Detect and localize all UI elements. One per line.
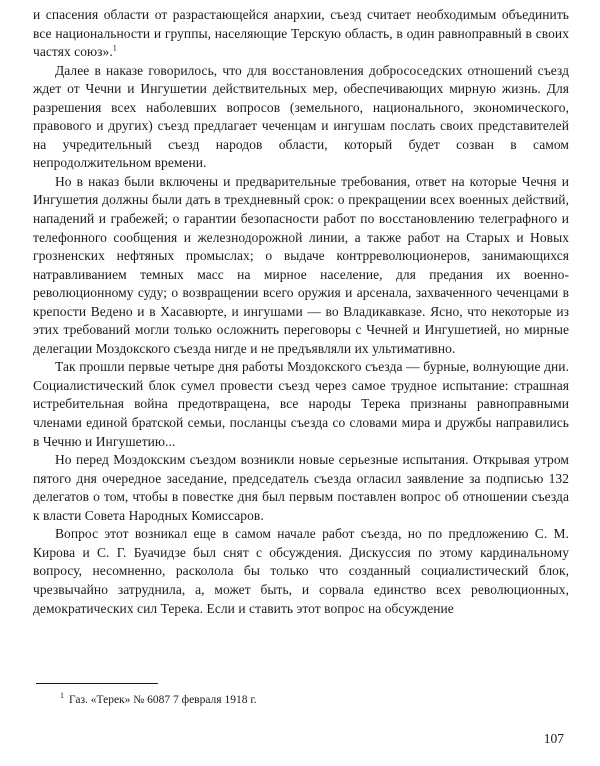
paragraph-1 <box>33 6 569 62</box>
footnote <box>60 688 257 708</box>
footnote-mark: 1 <box>60 691 64 700</box>
paragraph-4: Так прошли первые четыре дня работы Моздокского съезда — бурные, волнующие дни. Социалистический блок сумел провести съезд через самое трудное испытание: страшная истребительная война предотвращена, все народы Терека признаны равноправными членами единой братской семьи, посланцы съезда со словами мира и дружбы направились в Чечню и Ингушетию... <box>33 359 569 449</box>
paragraph-6: Вопрос этот возникал еще в самом начале работ съезда, но по предложению С. М. Кирова и С. Г. Буачидзе был снят с обсуждения. Дискуссия по этому кардинальному вопросу, несомненно, расколола бы только что созданный социалистический блок, чрезвычайно затруднила, а, может быть, и сорвала единство всех революционных, демократических сил Терека. Если и ставить этот вопрос на обсуждение <box>33 526 569 616</box>
paragraph-1-text: и спасения области от разрастающейся анархии, съезд считает необходимым объединить все национальности и группы, населяющие Терскую область, в один равноправный в своих частях союз». <box>33 7 569 60</box>
footnote-reference: 1 <box>112 43 117 53</box>
footnote-text: Газ. «Терек» № 6087 7 февраля 1918 г. <box>69 693 257 706</box>
paragraph-2: Далее в наказе говорилось, что для восстановления добрососедских отношений съезд ждет от Чечни и Ингушетии действительных мер, обеспечивающих мирную жизнь. Для разрешения всех наболевших вопросов (земельного, национального, экономического, правового и других) съезд предлагает чеченцам и ингушам послать своих представителей на учредительный съезд народов области, который будет созван в самом непродолжительном времени. <box>33 62 569 171</box>
body-text <box>33 6 569 618</box>
page-number: 107 <box>543 731 564 746</box>
paragraph-5: Но перед Моздокским съездом возникли новые серьезные испытания. Открывая утром пятого дня очередное заседание, председатель съезда огласил заявление за подписью 132 делегатов о том, чтобы в повестке дня был первым поставлен вопрос об отношении съезда к власти Совета Народных Комиссаров. <box>33 452 569 523</box>
footnote-divider <box>36 683 158 684</box>
paragraph-3: Но в наказ были включены и предварительные требования, ответ на которые Чечня и Ингушетия должны были дать в трехдневный срок: о прекращении всех военных действий, нападений и грабежей; о гарантии безопасности работ по восстановлению телеграфного и телефонного сообщения и железнодорожной линии, а также работ на Старых и Новых грозненских нефтяных промыслах; о выдаче контрреволюционеров, занимающихся натравливанием темных масс на мирное население, для предания их военно-революционному суду; о возвращении всего оружия и арсенала, захваченного чеченцами в крепости Ведено и в Хасавюрте, и ингушами — во Владикавказе. Ясно, что некоторые из этих требований могли только осложнить переговоры с Чечней и Ингушетией, но мирные делегации Моздокского съезда нигде и не предъявляли их ультимативно. <box>33 173 569 356</box>
